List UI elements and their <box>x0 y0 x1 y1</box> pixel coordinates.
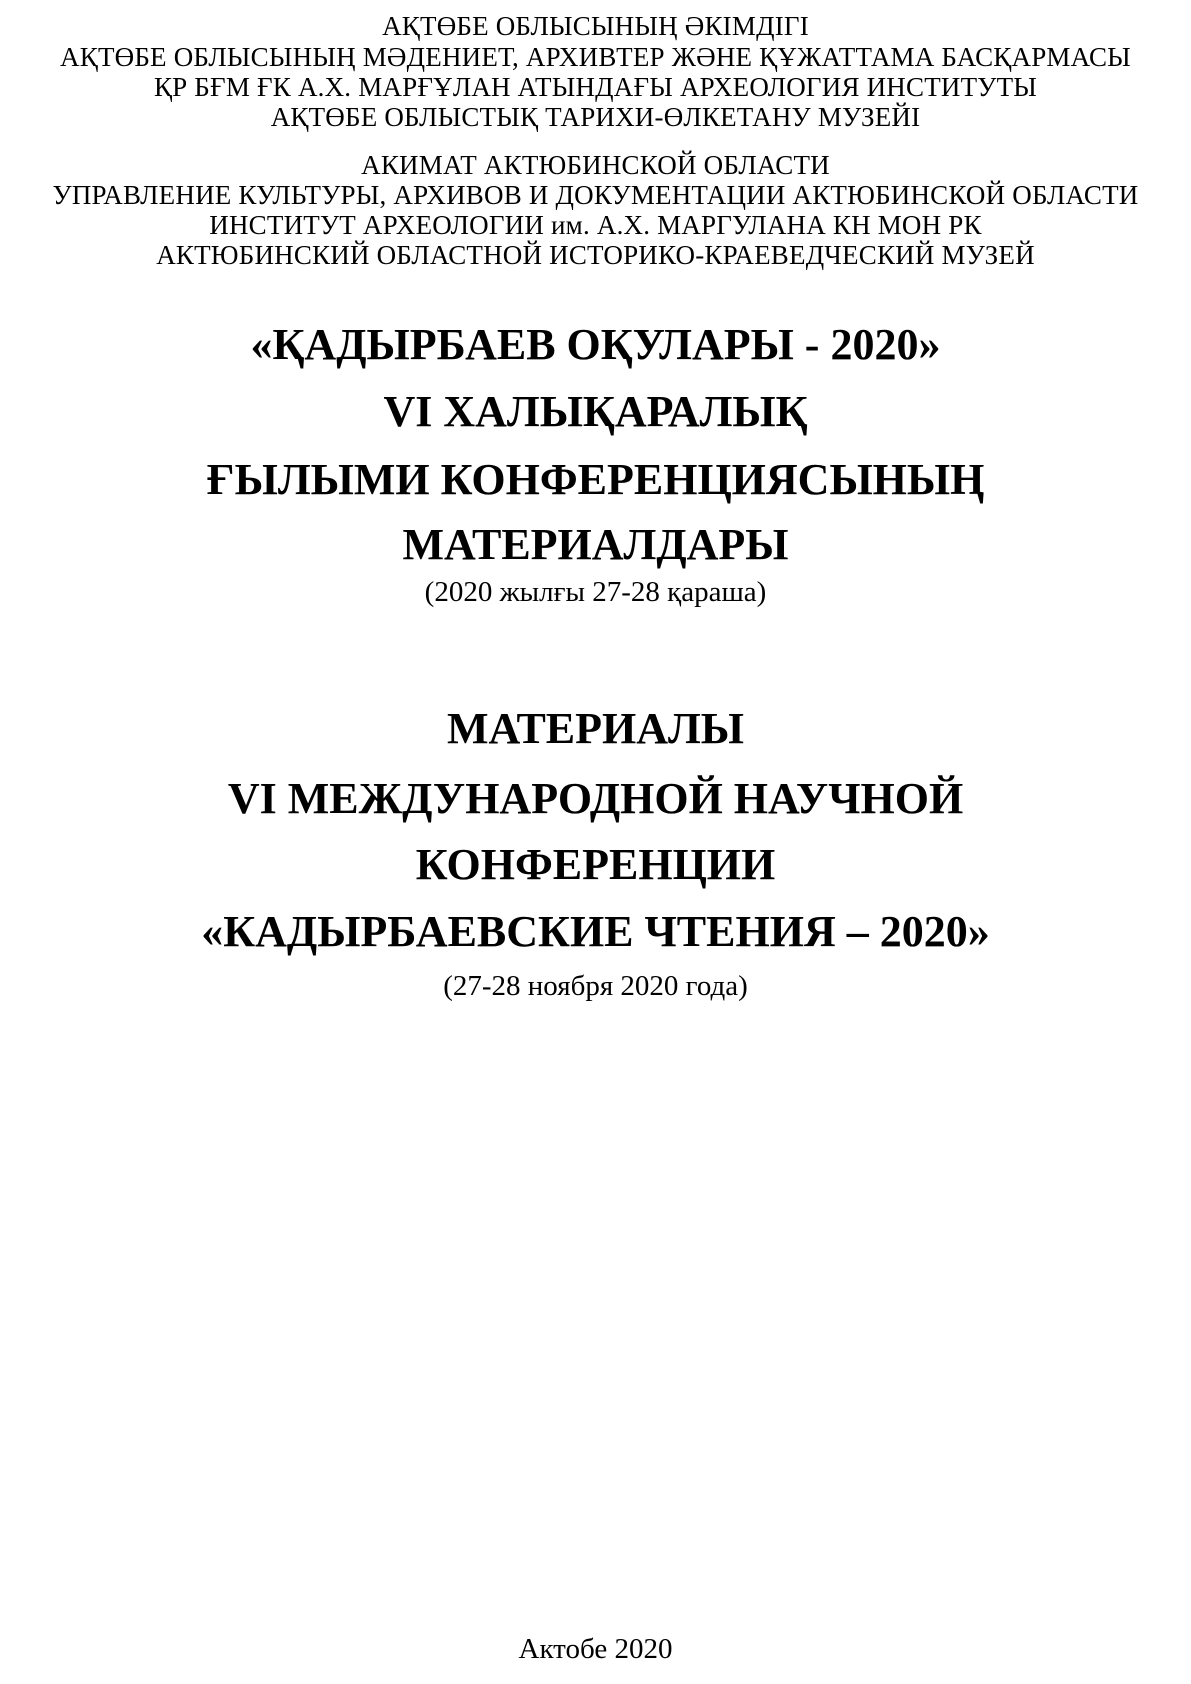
kazakh-title-line-1: «ҚАДЫРБАЕВ ОҚУЛАРЫ - 2020» <box>250 320 941 369</box>
russian-title-line-2: VI МЕЖДУНАРОДНОЙ НАУЧНОЙ <box>227 774 964 823</box>
kazakh-header-line-3: ҚР БҒМ ҒК А.Х. МАРҒҰЛАН АТЫНДАҒЫ АРХЕОЛОГИЯ ИНСТИТУТЫ <box>153 72 1038 102</box>
kazakh-title-line-2: VI ХАЛЫҚАРАЛЫҚ <box>383 387 808 436</box>
russian-header-line-2: УПРАВЛЕНИЕ КУЛЬТУРЫ, АРХИВОВ И ДОКУМЕНТАЦИИ АКТЮБИНСКОЙ ОБЛАСТИ <box>52 180 1139 210</box>
russian-title-line-4: «КАДЫРБАЕВСКИЕ ЧТЕНИЯ – 2020» <box>201 907 990 956</box>
kazakh-header-line-4: АҚТӨБЕ ОБЛЫСТЫҚ ТАРИХИ-ӨЛКЕТАНУ МУЗЕЙІ <box>270 102 921 132</box>
kazakh-conference-date: (2020 жылғы 27-28 қараша) <box>424 576 767 608</box>
russian-header-line-4: АКТЮБИНСКИЙ ОБЛАСТНОЙ ИСТОРИКО-КРАЕВЕДЧЕСКИЙ МУЗЕЙ <box>156 240 1035 270</box>
kazakh-header-line-1: АҚТӨБЕ ОБЛЫСЫНЫҢ ӘКІМДІГІ <box>382 11 809 41</box>
kazakh-title-line-4: МАТЕРИАЛДАРЫ <box>402 520 789 569</box>
kazakh-title-line-3: ҒЫЛЫМИ КОНФЕРЕНЦИЯСЫНЫҢ <box>206 455 985 504</box>
russian-header-line-3: ИНСТИТУТ АРХЕОЛОГИИ им. А.Х. МАРГУЛАНА КН МОН РК <box>209 210 982 240</box>
russian-title-line-3: КОНФЕРЕНЦИИ <box>415 840 776 889</box>
russian-conference-date: (27-28 ноября 2020 года) <box>443 970 748 1002</box>
russian-title-line-1: МАТЕРИАЛЫ <box>447 704 744 753</box>
russian-header-line-1: АКИМАТ АКТЮБИНСКОЙ ОБЛАСТИ <box>361 150 830 180</box>
kazakh-header-line-2: АҚТӨБЕ ОБЛЫСЫНЫҢ МӘДЕНИЕТ, АРХИВТЕР ЖӘНЕ ҚҰЖАТТАМА БАСҚАРМАСЫ <box>60 42 1131 72</box>
publication-city-year: Актобе 2020 <box>518 1633 673 1665</box>
